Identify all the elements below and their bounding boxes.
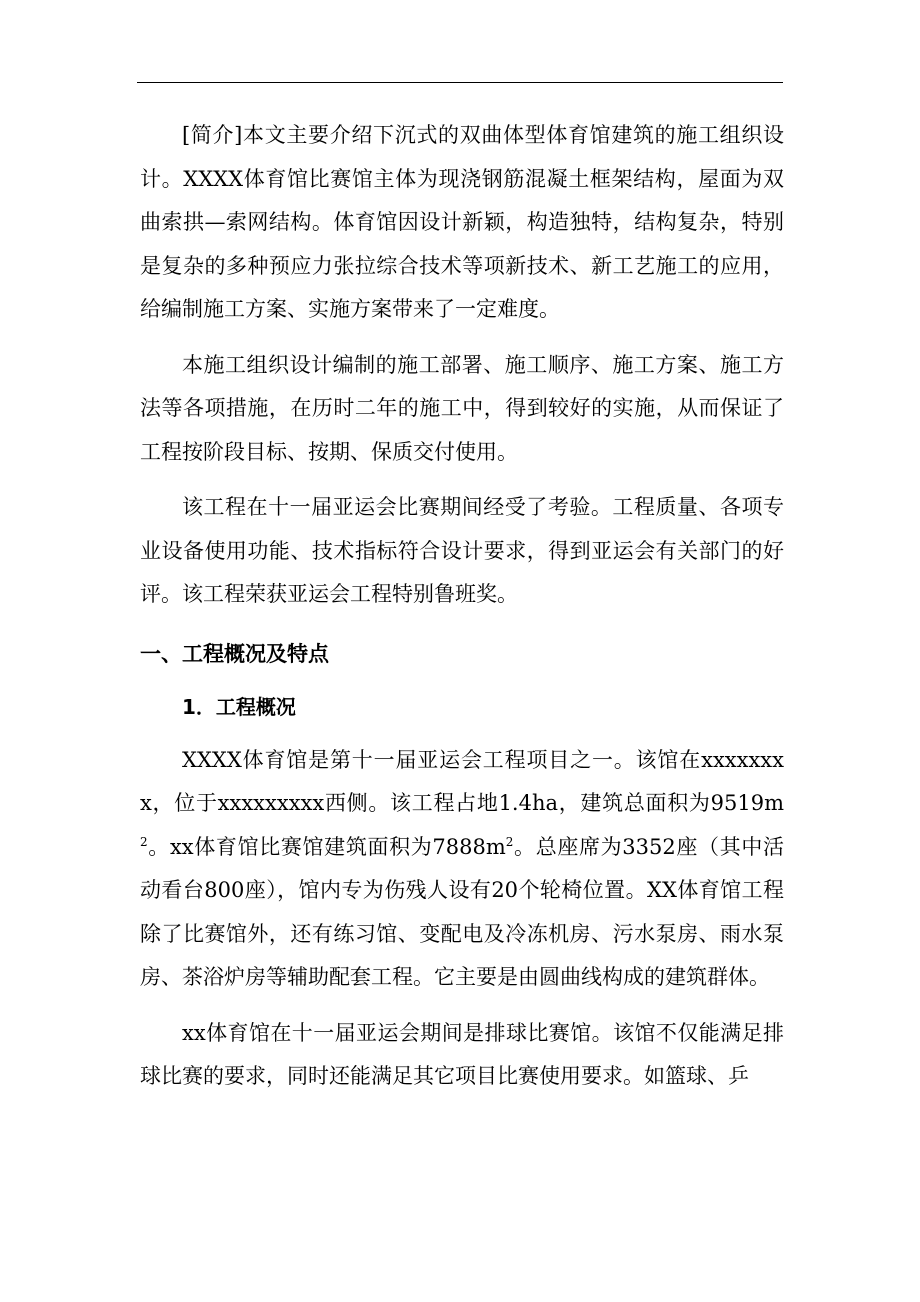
document-body	[140, 114, 784, 1099]
subsection-heading-overview: 1．工程概况	[182, 694, 296, 719]
paragraph-volleyball-venue: xx体育馆在十一届亚运会期间是排球比赛馆。该馆不仅能满足排球比赛的要求，同时还能满足其它项目比赛使用要求。如篮球、乒	[140, 1020, 784, 1088]
superscript-area-unit-2: 2	[505, 834, 514, 849]
superscript-area-unit-1: 2	[140, 834, 148, 849]
intro-paragraph: [简介]本文主要介绍下沉式的双曲体型体育馆建筑的施工组织设计。XXXX体育馆比赛馆主体为现浇钢筋混凝土框架结构，屋面为双曲索拱—索网结构。体育馆因设计新颖，构造独特，结构复杂，特别是复杂的多种预应力张拉综合技术等项新技术、新工艺施工的应用，给编制施工方案、实施方案带来了一定难度。	[140, 123, 784, 321]
paragraph-asian-games-evaluation: 该工程在十一届亚运会比赛期间经受了考验。工程质量、各项专业设备使用功能、技术指标符合设计要求，得到亚运会有关部门的好评。该工程荣获亚运会工程特别鲁班奖。	[140, 495, 784, 606]
paragraph-construction-design: 本施工组织设计编制的施工部署、施工顺序、施工方案、施工方法等各项措施，在历时二年的施工中，得到较好的实施，从而保证了工程按阶段目标、按期、保质交付使用。	[140, 352, 784, 464]
project-description-part1: XXXX体育馆是第十一届亚运会工程项目之一。该馆在xxxxxxxx，位于xxxxxxxxx西侧。该工程占地1.4ha，建筑总面积为9519m	[140, 747, 784, 815]
header-rule	[137, 82, 783, 83]
paragraph-project-description	[140, 739, 784, 1000]
section-heading-project-overview: 一、工程概况及特点	[140, 641, 329, 666]
project-description-part3: 。总座席为3352座（其中活动看台800座），馆内专为伤残人设有20个轮椅位置。XX体育馆工程除了比赛馆外，还有练习馆、变配电及冷冻机房、污水泵房、雨水泵房、茶浴炉房等辅助配套工程。它主要是由圆曲线构成的建筑群体。	[140, 834, 784, 989]
project-description-part2: 。xx体育馆比赛馆建筑面积为7888m	[147, 834, 506, 859]
